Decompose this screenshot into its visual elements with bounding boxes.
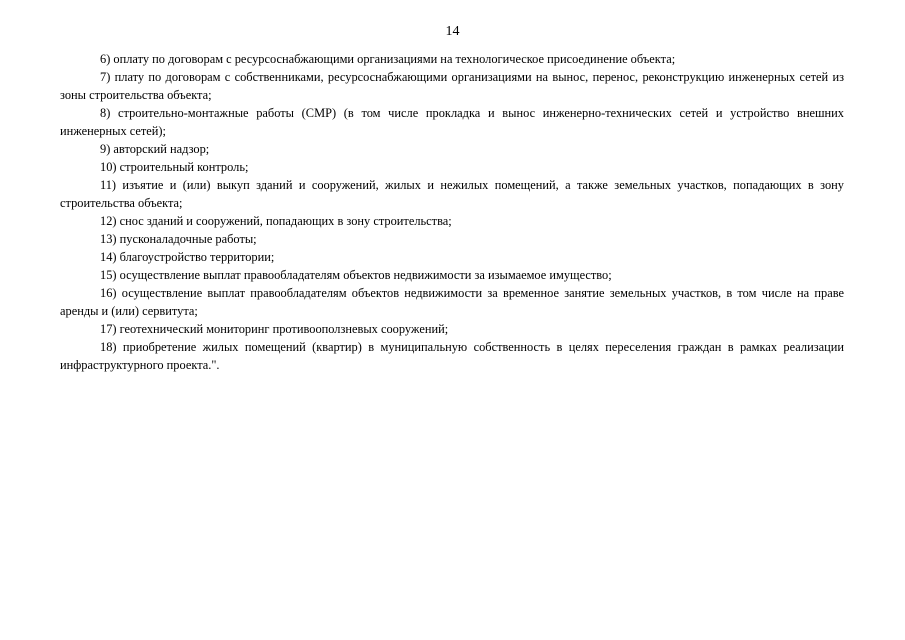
list-item: 17) геотехнический мониторинг противооползневых сооружений;: [100, 322, 449, 336]
document-body: [60, 50, 844, 374]
list-item: 8) строительно-монтажные работы (СМР) (в том числе прокладка и вынос инженерно-технических сетей и устройство внешних инженерных сетей);: [60, 106, 844, 138]
list-item: 16) осуществление выплат правообладателям объектов недвижимости за временное занятие земельных участков, в том числе на праве аренды и (или) сервитута;: [60, 286, 844, 318]
list-item: 11) изъятие и (или) выкуп зданий и сооружений, жилых и нежилых помещений, а также земельных участков, попадающих в зону строительства объекта;: [60, 178, 844, 210]
list-item: 7) плату по договорам с собственниками, ресурсоснабжающими организациями на вынос, перенос, реконструкцию инженерных сетей из зоны строительства объекта;: [60, 70, 844, 102]
list-item: 6) оплату по договорам с ресурсоснабжающими организациями на технологическое присоединение объекта;: [100, 52, 676, 66]
list-item: 10) строительный контроль;: [100, 160, 249, 174]
list-item: 13) пусконаладочные работы;: [100, 232, 257, 246]
list-item: 12) снос зданий и сооружений, попадающих в зону строительства;: [100, 214, 452, 228]
list-item: 14) благоустройство территории;: [100, 250, 275, 264]
list-item: 15) осуществление выплат правообладателям объектов недвижимости за изымаемое имущество;: [100, 268, 612, 282]
list-item: 9) авторский надзор;: [100, 142, 210, 156]
list-item: 18) приобретение жилых помещений (квартир) в муниципальную собственность в целях переселения граждан в рамках реализации инфраструктурного проекта.".: [60, 340, 844, 372]
page-number: 14: [445, 24, 460, 39]
